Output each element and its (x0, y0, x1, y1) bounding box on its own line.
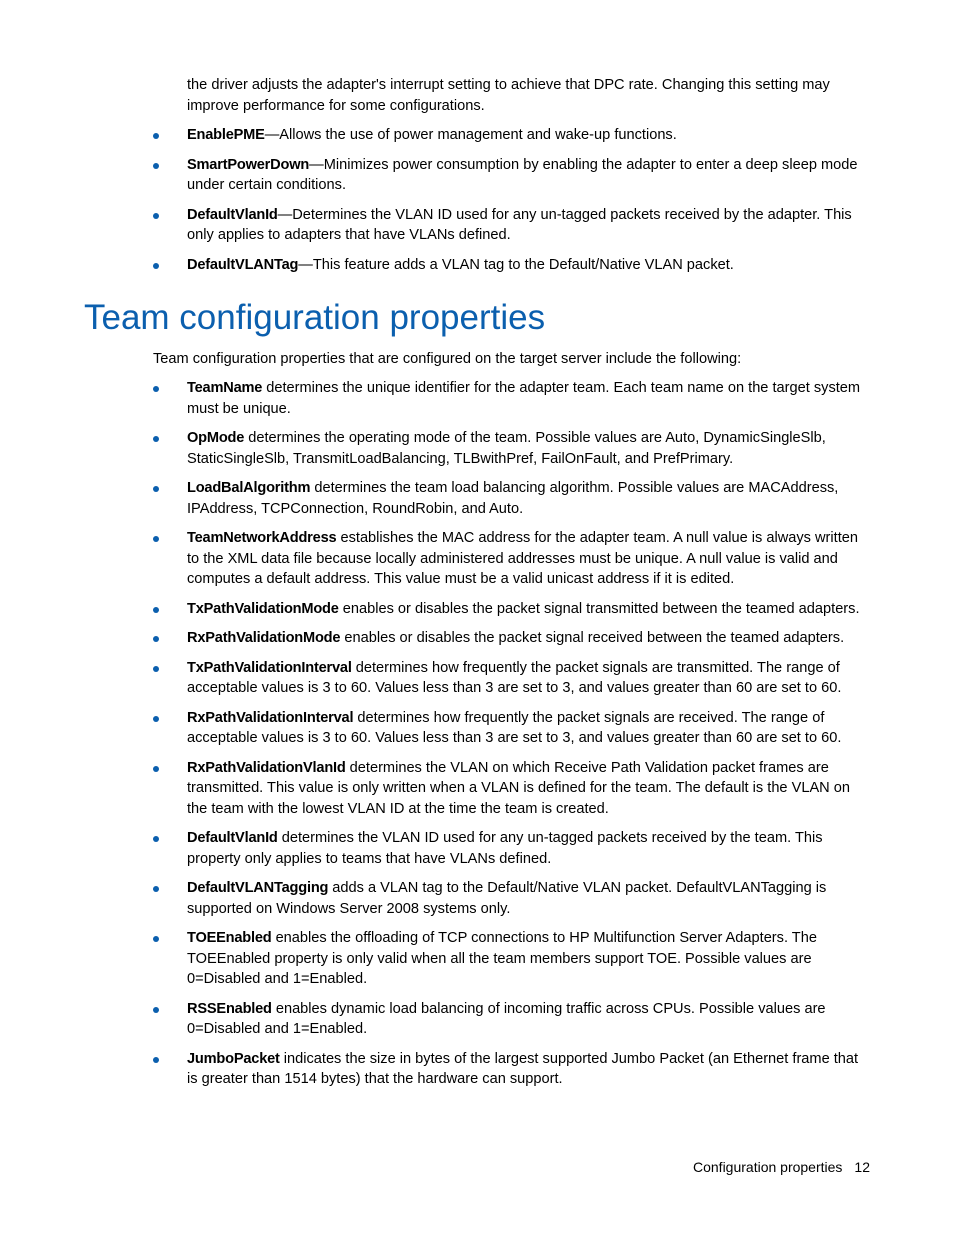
list-item (0, 828, 954, 869)
property-term: RxPathValidationInterval (187, 709, 354, 726)
section-heading: Team configuration properties (84, 298, 546, 337)
bullet-icon (153, 386, 159, 392)
property-term: TeamName (187, 380, 263, 396)
bullet-icon (153, 666, 159, 672)
property-description: determines the unique identifier for the adapter team. Each team name on the target system must be unique. (187, 380, 861, 417)
property-term: TeamNetworkAddress (187, 530, 337, 546)
property-description: determines the operating mode of the team. Possible values are Auto, DynamicSingleSlb, StaticSingleSlb, TransmitLoadBalancing, TLBwithPref, FailOnFault, and PrefPrimary. (187, 430, 826, 467)
bullet-icon (153, 1057, 159, 1063)
adapter-properties-list (0, 125, 954, 284)
property-description: determines how frequently the packet signals are transmitted. The range of acceptable values is 3 to 60. Values less than 3 are set to 3, and values greater than 60 are set to 60. (187, 659, 842, 696)
list-item (0, 528, 954, 590)
property-description: determines the VLAN on which Receive Path Validation packet frames are transmitted. This value is only written when a VLAN is defined for the team. The default is the VLAN on the team with the lowest VLAN ID at the time the team is created. (187, 759, 851, 817)
property-term: TOEEnabled (187, 930, 272, 946)
property-term: RxPathValidationVlanId (187, 759, 346, 776)
property-term: DefaultVlanId (187, 206, 278, 223)
bullet-icon (153, 636, 159, 642)
bullet-icon (153, 263, 159, 269)
property-term: DefaultVLANTagging (187, 880, 329, 896)
bullet-icon (153, 607, 159, 613)
property-description: determines how frequently the packet signals are received. The range of acceptable values is 3 to 60. Values less than 3 are set to 3, and values greater than 60 are set to 60. (187, 709, 842, 746)
list-item (0, 155, 954, 196)
property-description: enables the offloading of TCP connections to HP Multifunction Server Adapters. The TOEEnabled property is only valid when all the team members support TOE. Possible values are 0=Disabled and 1=Enabled. (187, 930, 817, 987)
bullet-icon (153, 836, 159, 842)
property-term: TxPathValidationMode (187, 600, 339, 617)
property-term: SmartPowerDown (187, 156, 310, 173)
bullet-icon (153, 163, 159, 169)
list-item (0, 478, 954, 519)
list-item (0, 758, 954, 820)
property-description: —Minimizes power consumption by enabling the adapter to enter a deep sleep mode under certain conditions. (187, 156, 858, 193)
property-term: EnablePME (187, 127, 265, 143)
list-item (0, 658, 954, 699)
property-description: adds a VLAN tag to the Default/Native VLAN packet. DefaultVLANTagging is supported on Windows Server 2008 systems only. (187, 880, 827, 917)
list-item (0, 599, 954, 620)
property-description: —This feature adds a VLAN tag to the Default/Native VLAN packet. (298, 256, 734, 273)
property-term: JumboPacket (187, 1050, 280, 1067)
bullet-icon (153, 133, 159, 139)
property-term: DefaultVlanId (187, 830, 278, 846)
list-item (0, 878, 954, 919)
footer-section-name: Configuration properties (693, 1159, 843, 1175)
property-description: determines the VLAN ID used for any un-tagged packets received by the team. This property only applies to teams that have VLANs defined. (187, 830, 823, 867)
property-description: enables or disables the packet signal received between the teamed adapters. (340, 630, 845, 646)
property-description: —Determines the VLAN ID used for any un-tagged packets received by the adapter. This only applies to adapters that have VLANs defined. (187, 206, 852, 243)
property-term: TxPathValidationInterval (187, 659, 352, 676)
list-item (0, 999, 954, 1040)
bullet-icon (153, 886, 159, 892)
property-term: OpMode (187, 430, 245, 446)
list-item (0, 125, 954, 146)
list-item (0, 378, 954, 419)
bullet-icon (153, 486, 159, 492)
property-term: RxPathValidationMode (187, 630, 341, 646)
bullet-icon (153, 716, 159, 722)
bullet-icon (153, 1007, 159, 1013)
property-description: indicates the size in bytes of the largest supported Jumbo Packet (an Ethernet frame that is greater than 1514 bytes) that the hardware can support. (187, 1050, 859, 1087)
property-term: RSSEnabled (187, 1000, 272, 1017)
page-footer (693, 1157, 870, 1178)
list-item (0, 928, 954, 990)
property-description: —Allows the use of power management and wake-up functions. (264, 127, 677, 143)
property-term: DefaultVLANTag (187, 256, 299, 273)
bullet-icon (153, 436, 159, 442)
property-description: enables or disables the packet signal transmitted between the teamed adapters. (338, 600, 860, 617)
list-item (0, 255, 954, 276)
list-item (0, 628, 954, 649)
bullet-icon (153, 536, 159, 542)
section-intro: Team configuration properties that are configured on the target server include the following: (153, 351, 742, 367)
page-number: 12 (854, 1159, 870, 1175)
property-description: establishes the MAC address for the adapter team. A null value is always written to the XML data file because locally administered addresses must be unique. A null value is valid and computes a default address. This value must be a valid unicast address if it is edited. (187, 530, 859, 587)
team-properties-list (0, 378, 954, 1099)
bullet-icon (153, 766, 159, 772)
bullet-icon (153, 936, 159, 942)
property-description: enables dynamic load balancing of incoming traffic across CPUs. Possible values are 0=Disabled and 1=Enabled. (187, 1000, 826, 1037)
property-description: determines the team load balancing algorithm. Possible values are MACAddress, IPAddress, TCPConnection, RoundRobin, and Auto. (187, 480, 839, 517)
list-item (0, 708, 954, 749)
list-item (0, 428, 954, 469)
list-item (0, 205, 954, 246)
continuation-paragraph: the driver adjusts the adapter's interrupt setting to achieve that DPC rate. Changing this setting may improve performance for some configurations. (187, 77, 830, 114)
bullet-icon (153, 213, 159, 219)
property-term: LoadBalAlgorithm (187, 480, 311, 496)
list-item (0, 1049, 954, 1090)
